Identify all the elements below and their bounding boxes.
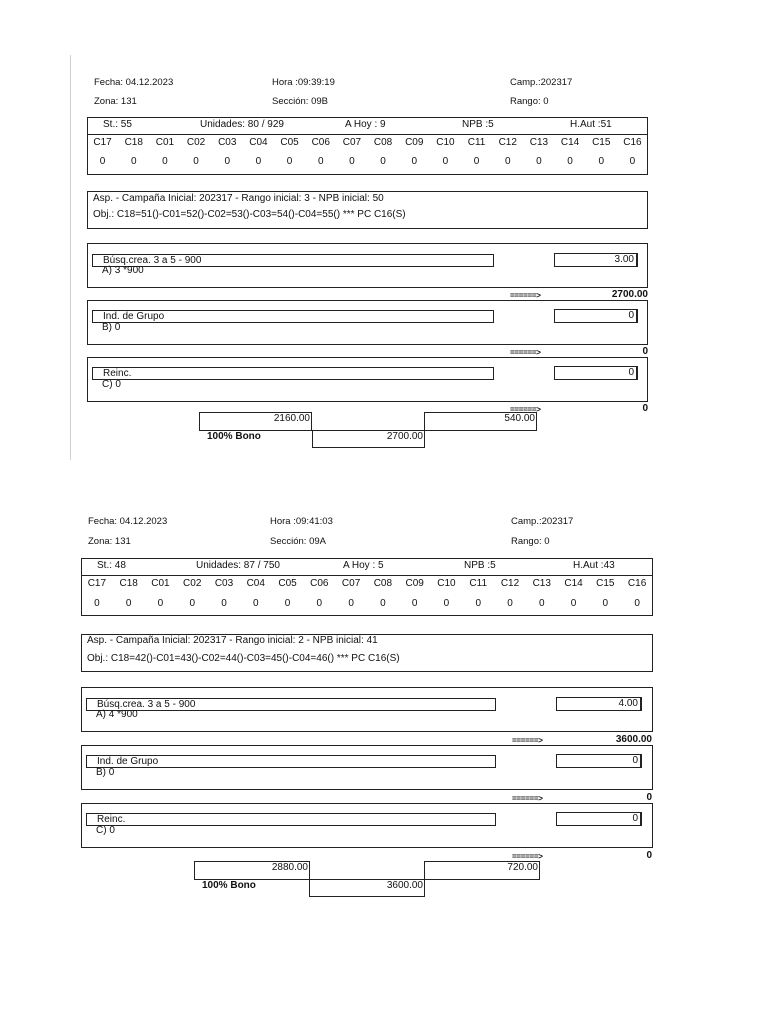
column-value: 0: [284, 598, 291, 609]
column-header: C05: [280, 137, 299, 148]
column-value: 0: [189, 598, 195, 609]
column-value: 0: [442, 156, 449, 167]
column-value: 0: [634, 598, 640, 609]
st: St.: 48: [97, 560, 126, 571]
section-value: 0: [554, 366, 638, 380]
summary-b: 540.00: [504, 413, 535, 424]
column-headers: [81, 578, 653, 589]
a-hoy: A Hoy : 5: [343, 560, 384, 571]
column-header: C18: [119, 578, 138, 589]
section-total: 2700.00: [611, 289, 648, 300]
column-value: 0: [252, 598, 259, 609]
column-header: C09: [405, 137, 424, 148]
section-value: 0: [556, 812, 642, 826]
column-header: C02: [186, 137, 206, 148]
column-header: C08: [373, 578, 393, 589]
column-header: C13: [529, 137, 549, 148]
section-sub: C) 0: [102, 379, 121, 390]
column-value: 0: [157, 598, 164, 609]
bono-label: 100% Bono: [207, 431, 261, 442]
column-value: 0: [570, 598, 577, 609]
section-total: 0: [646, 792, 652, 803]
bono-value: 2700.00: [386, 431, 423, 442]
column-header: C15: [596, 578, 615, 589]
camp: Camp.:202317: [511, 516, 574, 527]
section-arrow: ======>: [512, 852, 543, 861]
summary-a: 2160.00: [273, 413, 310, 424]
section-arrow: ======>: [512, 794, 543, 803]
section-total: 3600.00: [615, 734, 652, 745]
column-header: C14: [560, 137, 580, 148]
section-sub: A) 3 *900: [102, 265, 144, 276]
seccion: Sección: 09B: [272, 96, 328, 107]
section-value: 3.00: [554, 253, 638, 267]
hora: Hora :09:39:19: [272, 77, 335, 88]
column-header: C09: [405, 578, 424, 589]
column-value: 0: [125, 598, 132, 609]
st: St.: 55: [103, 119, 132, 130]
section-total: 0: [642, 346, 648, 357]
column-header: C15: [592, 137, 611, 148]
section-label: Ind. de Grupo: [86, 755, 496, 768]
zona: Zona: 131: [88, 536, 131, 547]
column-headers: [87, 137, 648, 148]
section-sub: B) 0: [96, 767, 115, 778]
section-arrow: ======>: [512, 736, 543, 745]
column-header: C08: [373, 137, 393, 148]
section-value: 0: [554, 309, 638, 323]
column-value: 0: [162, 156, 168, 167]
column-header: C01: [155, 137, 175, 148]
zona: Zona: 131: [94, 96, 137, 107]
column-header: C04: [246, 578, 265, 589]
column-header: C01: [151, 578, 170, 589]
column-header: C07: [342, 137, 362, 148]
column-value: 0: [349, 156, 355, 167]
column-header: C11: [469, 578, 488, 589]
column-header: C17: [93, 137, 112, 148]
summary-a: 2880.00: [271, 862, 308, 873]
column-value: 0: [99, 156, 106, 167]
section-label: Búsq.crea. 3 a 5 - 900: [86, 698, 496, 711]
section-arrow: ======>: [510, 291, 541, 300]
a-hoy: A Hoy : 9: [345, 119, 386, 130]
column-value: 0: [317, 156, 324, 167]
fecha: Fecha: 04.12.2023: [94, 77, 174, 88]
column-value: 0: [536, 156, 542, 167]
section-value: 4.00: [556, 697, 642, 711]
column-value: 0: [443, 598, 450, 609]
column-header: C10: [437, 578, 456, 589]
section-total: 0: [642, 403, 648, 414]
column-header: C12: [498, 137, 517, 148]
column-header: C14: [564, 578, 583, 589]
column-header: C18: [124, 137, 143, 148]
section-sub: A) 4 *900: [96, 709, 138, 720]
rango: Rango: 0: [510, 96, 549, 107]
section-arrow: ======>: [510, 348, 541, 357]
section-label: Búsq.crea. 3 a 5 - 900: [92, 254, 494, 267]
column-header: C06: [311, 137, 330, 148]
column-header: C10: [436, 137, 455, 148]
section-value: 0: [556, 754, 642, 768]
column-value: 0: [411, 598, 418, 609]
column-value: 0: [348, 598, 354, 609]
column-value: 0: [629, 156, 636, 167]
column-header: C16: [623, 137, 642, 148]
column-values: [81, 598, 653, 609]
npb: NPB :5: [464, 560, 496, 571]
camp: Camp.:202317: [510, 77, 573, 88]
asp-text: Asp. - Campaña Inicial: 202317 - Rango inicial: 3 - NPB inicial: 50: [93, 193, 384, 204]
section-arrow: ======>: [510, 405, 541, 414]
column-value: 0: [130, 156, 137, 167]
column-value: 0: [255, 156, 262, 167]
column-value: 0: [598, 156, 605, 167]
h-aut: H.Aut :51: [570, 119, 612, 130]
section-sub: C) 0: [96, 825, 115, 836]
section-label: Ind. de Grupo: [92, 310, 494, 323]
section-sub: B) 0: [102, 322, 121, 333]
rango: Rango: 0: [511, 536, 550, 547]
column-value: 0: [602, 598, 609, 609]
seccion: Sección: 09A: [270, 536, 326, 547]
column-value: 0: [507, 598, 513, 609]
column-value: 0: [193, 156, 199, 167]
column-header: C03: [218, 137, 237, 148]
fecha: Fecha: 04.12.2023: [88, 516, 168, 527]
section-label: Reinc.: [86, 813, 496, 826]
column-value: 0: [473, 156, 480, 167]
column-value: 0: [538, 598, 545, 609]
obj-text: Obj.: C18=42()-C01=43()-C02=44()-C03=45()-C04=46() *** PC C16(S): [87, 653, 400, 664]
column-values: [87, 156, 648, 167]
column-value: 0: [567, 156, 573, 167]
npb: NPB :5: [462, 119, 494, 130]
column-header: C03: [214, 578, 234, 589]
margin-line: [70, 55, 71, 460]
section-label: Reinc.: [92, 367, 494, 380]
column-header: C06: [310, 578, 329, 589]
bono-label: 100% Bono: [202, 880, 256, 891]
bono-value: 3600.00: [386, 880, 423, 891]
section-total: 0: [646, 850, 652, 861]
column-header: C05: [278, 578, 297, 589]
column-header: C07: [341, 578, 361, 589]
column-header: C11: [467, 137, 486, 148]
column-value: 0: [316, 598, 323, 609]
column-value: 0: [475, 598, 481, 609]
unidades: Unidades: 87 / 750: [196, 560, 280, 571]
column-value: 0: [286, 156, 293, 167]
column-value: 0: [411, 156, 418, 167]
column-value: 0: [504, 156, 511, 167]
column-header: C12: [500, 578, 520, 589]
summary-b: 720.00: [507, 862, 538, 873]
column-value: 0: [94, 598, 100, 609]
column-header: C02: [183, 578, 202, 589]
asp-text: Asp. - Campaña Inicial: 202317 - Rango inicial: 2 - NPB inicial: 41: [87, 635, 378, 646]
column-header: C17: [87, 578, 107, 589]
obj-text: Obj.: C18=51()-C01=52()-C02=53()-C03=54()-C04=55() *** PC C16(S): [93, 209, 406, 220]
hora: Hora :09:41:03: [270, 516, 333, 527]
column-value: 0: [224, 156, 231, 167]
column-value: 0: [380, 156, 386, 167]
column-header: C16: [627, 578, 647, 589]
unidades: Unidades: 80 / 929: [200, 119, 284, 130]
h-aut: H.Aut :43: [573, 560, 615, 571]
column-value: 0: [221, 598, 227, 609]
column-value: 0: [380, 598, 386, 609]
column-header: C04: [249, 137, 268, 148]
column-header: C13: [532, 578, 551, 589]
